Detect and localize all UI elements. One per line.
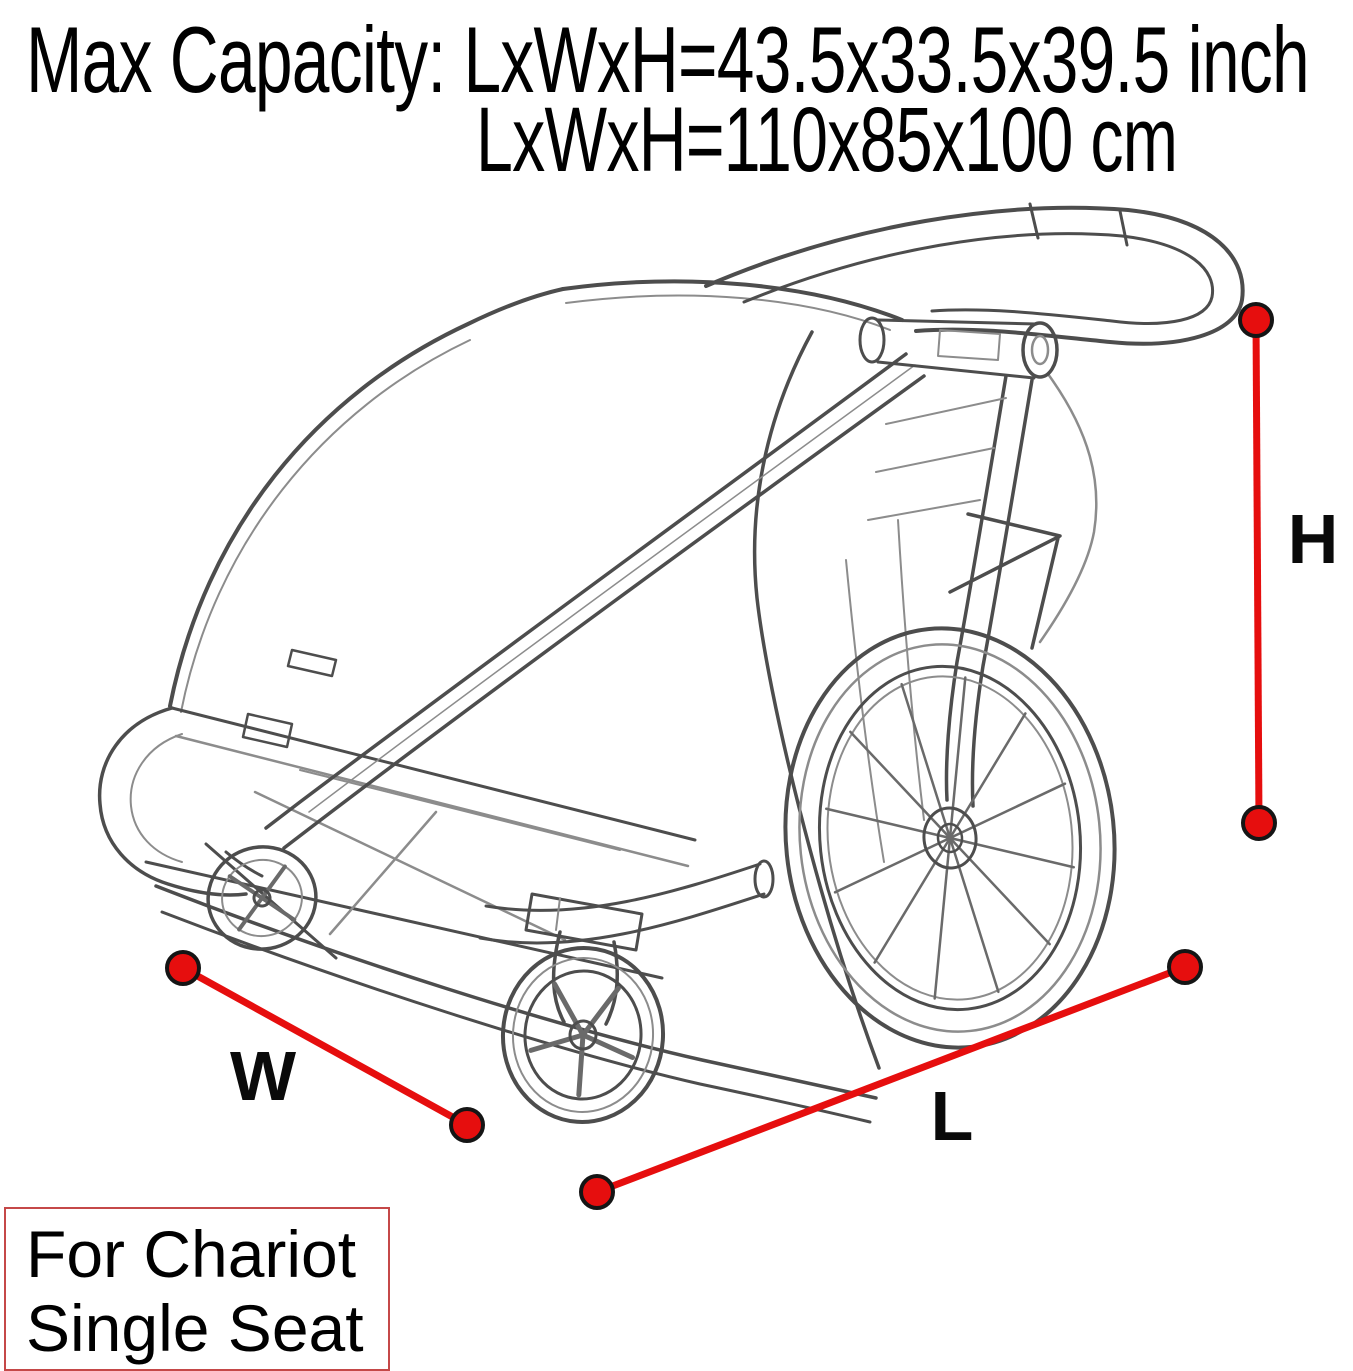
left-small-wheel [200, 838, 336, 958]
length-endpoint-dot-left [581, 1176, 613, 1208]
width-endpoint-dot-right [451, 1109, 483, 1141]
tow-bar-end-cap [755, 861, 773, 897]
rear-wheel [765, 612, 1135, 1064]
handle-pivot [860, 318, 1057, 378]
rear-body [100, 650, 695, 978]
model-label-line1: For Chariot [26, 1217, 357, 1291]
max-capacity-cm-text: LxWxH=110x85x100 cm [476, 89, 1178, 191]
width-dimension-line [183, 968, 467, 1125]
height-dimension-line [1256, 320, 1259, 823]
height-label: H [1287, 500, 1339, 578]
trailer-illustration [100, 204, 1243, 1127]
width-label: W [229, 1037, 297, 1115]
model-label-line2: Single Seat [26, 1291, 364, 1365]
height-endpoint-dot-bottom [1243, 807, 1275, 839]
canopy [170, 281, 924, 1068]
height-endpoint-dot-top [1240, 304, 1272, 336]
length-label: L [930, 1077, 974, 1155]
model-label-box [4, 1207, 390, 1371]
length-endpoint-dot-right [1169, 951, 1201, 983]
max-capacity-inch-text: Max Capacity: LxWxH=43.5x33.5x39.5 inch [26, 7, 1309, 112]
width-endpoint-dot-left [167, 952, 199, 984]
